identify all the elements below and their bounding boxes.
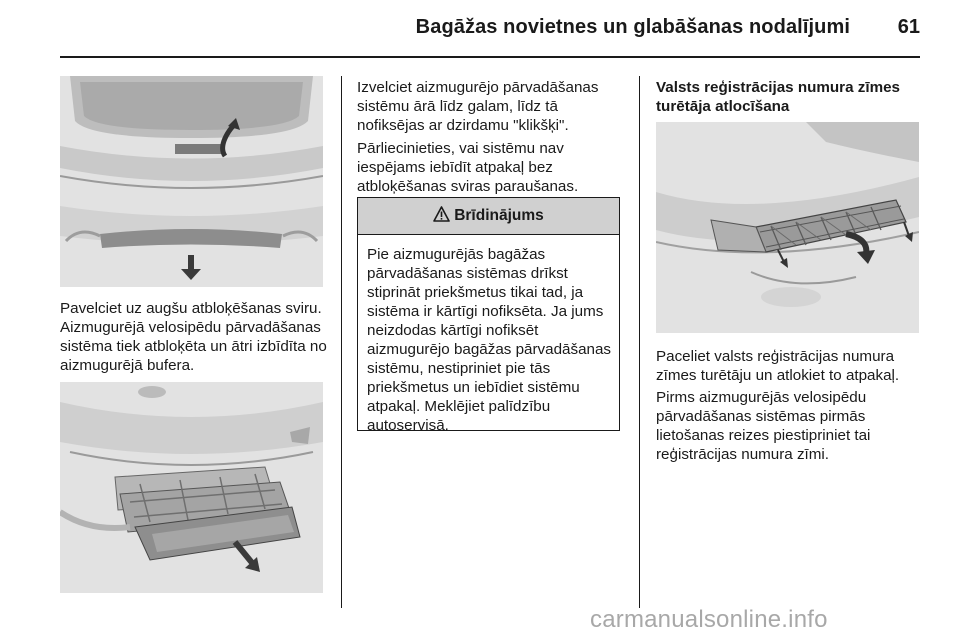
warning-text: Pie aizmugurējās bagāžas pārvadāšanas sistēmas drīkst stiprināt priekšmetus tikai tad, ja sistēma ir kārtīgi nofiksēta. Ja jums neizdodas kārtīgi nofiksēt aizmugurējo bagāžas pārvadāšanas sistēmu, nestipriniet pie tās priekšmetus un iebīdiet sistēmu atpakaļ. Meklējiet palīdzību autoservisā. bbox=[367, 246, 612, 434]
figure-unlock-lever bbox=[60, 76, 323, 287]
watermark: carmanualsonline.info bbox=[590, 606, 828, 633]
check-lock-instruction: Pārliecinieties, vai sistēmu nav iespējams iebīdīt atpakaļ bez atbloķēšanas sviras paraušanas. bbox=[357, 140, 579, 195]
pull-out-instruction: Izvelciet aizmugurējo pārvadāšanas sistēmu ārā līdz galam, līdz tā nofiksējas ar dzirdamu "klikšķi". bbox=[357, 79, 599, 134]
warning-header bbox=[358, 198, 619, 235]
section-heading: Valsts reģistrācijas numura zīmes turētāja atlocīšana bbox=[656, 79, 900, 115]
figure-plate-holder bbox=[656, 122, 919, 333]
lift-holder-instruction: Paceliet valsts reģistrācijas numura zīmes turētāju un atlokiet to atpakaļ. bbox=[656, 348, 900, 384]
warning-box bbox=[357, 197, 620, 434]
attach-plate-instruction: Pirms aizmugurējās velosipēdu pārvadāšanas sistēmas pirmās lietošanas reizes piestipriniet tai reģistrācijas numura zīmi. bbox=[656, 389, 871, 463]
warning-triangle-icon bbox=[433, 206, 450, 227]
figure-carrier-extended bbox=[60, 382, 323, 593]
column-divider-2 bbox=[639, 76, 640, 608]
page-title: Bagāžas novietnes un glabāšanas nodalījumi bbox=[415, 16, 850, 38]
warning-title: Brīdinājums bbox=[454, 207, 544, 224]
header-divider bbox=[60, 56, 920, 58]
unlock-instruction: Pavelciet uz augšu atbloķēšanas sviru. Aizmugurējā velosipēdu pārvadāšanas sistēma tiek atbloķēta un ātri izbīdīta no aizmugurējā bufera. bbox=[60, 300, 327, 374]
page-number: 61 bbox=[897, 16, 920, 38]
column-divider-1 bbox=[341, 76, 342, 608]
